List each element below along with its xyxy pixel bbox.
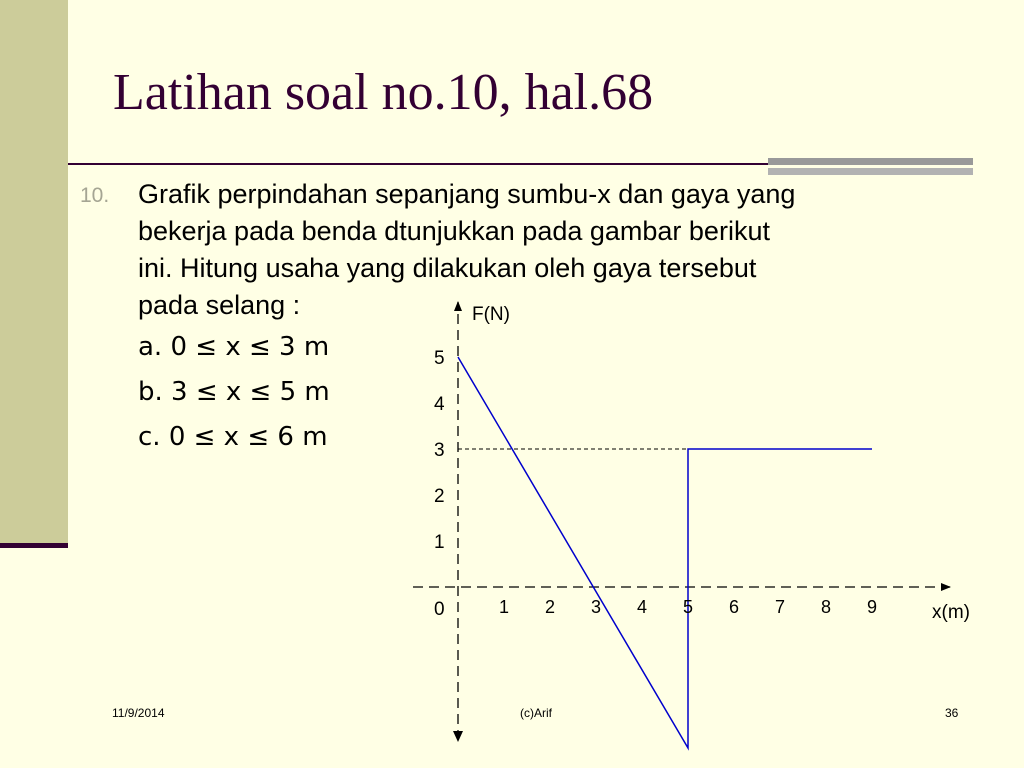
x-tick-label: 1 bbox=[499, 597, 510, 617]
y-tick-label: 1 bbox=[434, 532, 445, 553]
footer-date: 11/9/2014 bbox=[112, 706, 165, 720]
problem-line: bekerja pada benda dtunjukkan pada gambar berikut bbox=[138, 216, 770, 246]
y-axis-label: F(N) bbox=[472, 304, 510, 325]
title-divider bbox=[68, 163, 768, 165]
sidebar-underline bbox=[0, 543, 68, 548]
question-item-a: a. 0 ≤ x ≤ 3 m bbox=[138, 332, 330, 362]
question-item-c: c. 0 ≤ x ≤ 6 m bbox=[138, 422, 328, 452]
slide-title: Latihan soal no.10, hal.68 bbox=[113, 64, 654, 121]
question-item-b: b. 3 ≤ x ≤ 5 m bbox=[138, 377, 330, 407]
y-tick-label: 4 bbox=[434, 394, 445, 415]
problem-line: Grafik perpindahan sepanjang sumbu-x dan gaya yang bbox=[138, 179, 796, 209]
y-tick-label: 2 bbox=[434, 486, 445, 507]
x-tick-label: 6 bbox=[729, 597, 740, 617]
problem-line: pada selang : bbox=[138, 290, 301, 320]
x-tick-label: 3 bbox=[591, 597, 602, 617]
problem-text bbox=[138, 176, 978, 324]
origin-label: 0 bbox=[434, 599, 445, 620]
gray-accent-bars bbox=[768, 158, 973, 178]
x-tick-label: 4 bbox=[637, 597, 648, 617]
problem-number: 10. bbox=[80, 184, 110, 207]
x-tick-label: 2 bbox=[545, 597, 556, 617]
problem-line: ini. Hitung usaha yang dilakukan oleh gaya tersebut bbox=[138, 253, 757, 283]
y-axis-bottom-arrow bbox=[453, 731, 463, 742]
gray-bar-bottom bbox=[768, 168, 973, 175]
x-tick-label: 7 bbox=[775, 597, 786, 617]
sidebar-decoration bbox=[0, 0, 68, 545]
x-tick-label: 9 bbox=[867, 597, 878, 617]
footer-page-number: 36 bbox=[945, 706, 959, 720]
x-tick-label: 8 bbox=[821, 597, 832, 617]
x-axis-label: x(m) bbox=[932, 602, 970, 623]
x-tick-label: 5 bbox=[683, 597, 694, 617]
y-tick-label: 3 bbox=[434, 440, 445, 461]
y-tick-label: 5 bbox=[434, 348, 445, 369]
footer-author: (c)Arif bbox=[520, 706, 552, 720]
force-series-line bbox=[458, 357, 872, 748]
gray-bar-top bbox=[768, 158, 973, 165]
